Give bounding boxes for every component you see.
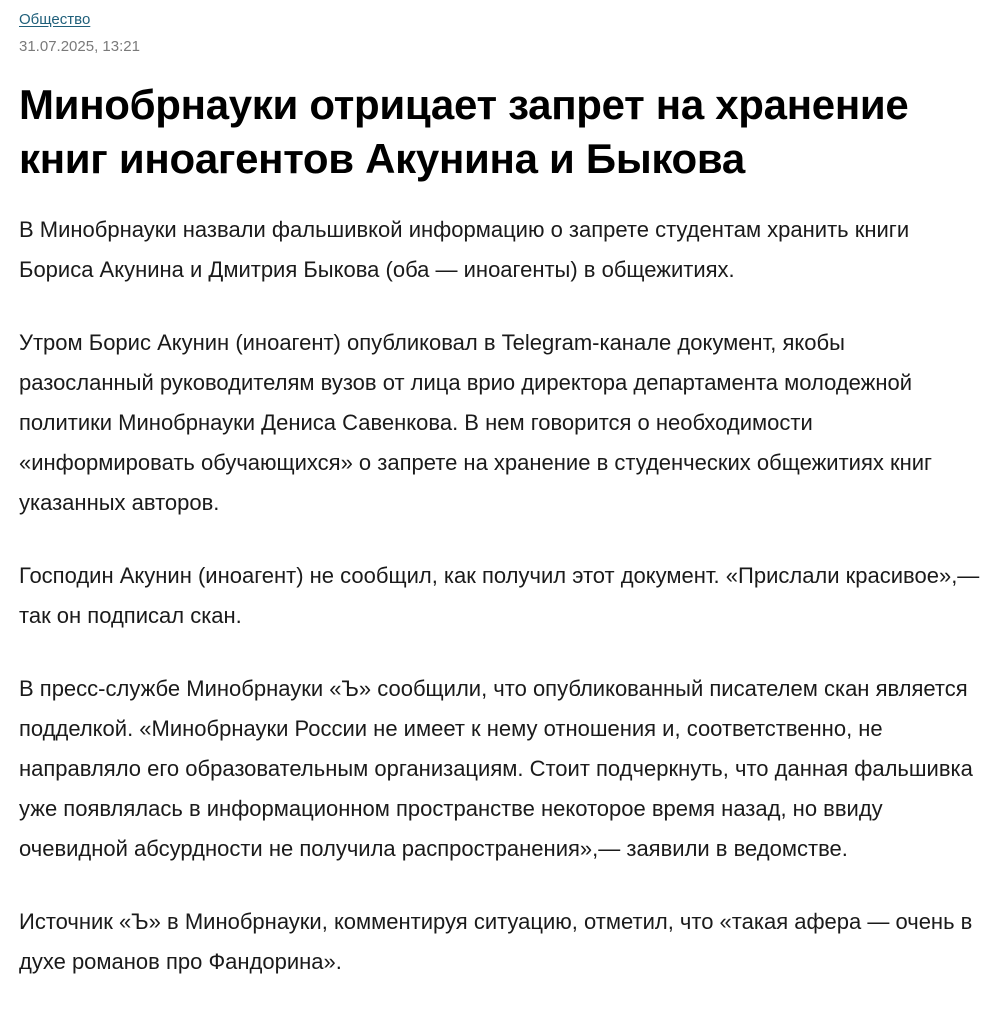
publication-date: 31.07.2025, 13:21	[19, 38, 140, 55]
article-lead: В Минобрнауки назвали фальшивкой информацию о запрете студентам хранить книги Бориса Акунина и Дмитрия Быкова (оба — иноагенты) в общежитиях.	[19, 217, 910, 282]
article-title: Минобрнауки отрицает запрет на хранение книг иноагентов Акунина и Быкова	[19, 81, 909, 182]
article-paragraph: Господин Акунин (иноагент) не сообщил, как получил этот документ. «Прислали красивое»,— так он подписал скан.	[19, 563, 980, 628]
article	[19, 10, 981, 982]
article-paragraph: Источник «Ъ» в Минобрнауки, комментируя ситуацию, отметил, что «такая афера — очень в духе романов про Фандорина».	[19, 909, 973, 974]
rubric-link[interactable]: Общество	[19, 11, 91, 28]
article-paragraph: В пресс-службе Минобрнауки «Ъ» сообщили, что опубликованный писателем скан является подделкой. «Минобрнауки России не имеет к нему отношения и, соответственно, не направляло его образовательным организациям. Стоит подчеркнуть, что данная фальшивка уже появлялась в информационном пространстве некоторое время назад, но ввиду очевидной абсурдности не получила распространения»,— заявили в ведомстве.	[19, 676, 973, 861]
article-paragraph: Утром Борис Акунин (иноагент) опубликовал в Telegram-канале документ, якобы разосланный руководителям вузов от лица врио директора департамента молодежной политики Минобрнауки Дениса Савенкова. В нем говорится о необходимости «информировать обучающихся» о запрете на хранение в студенческих общежитиях книг указанных авторов.	[19, 330, 933, 515]
